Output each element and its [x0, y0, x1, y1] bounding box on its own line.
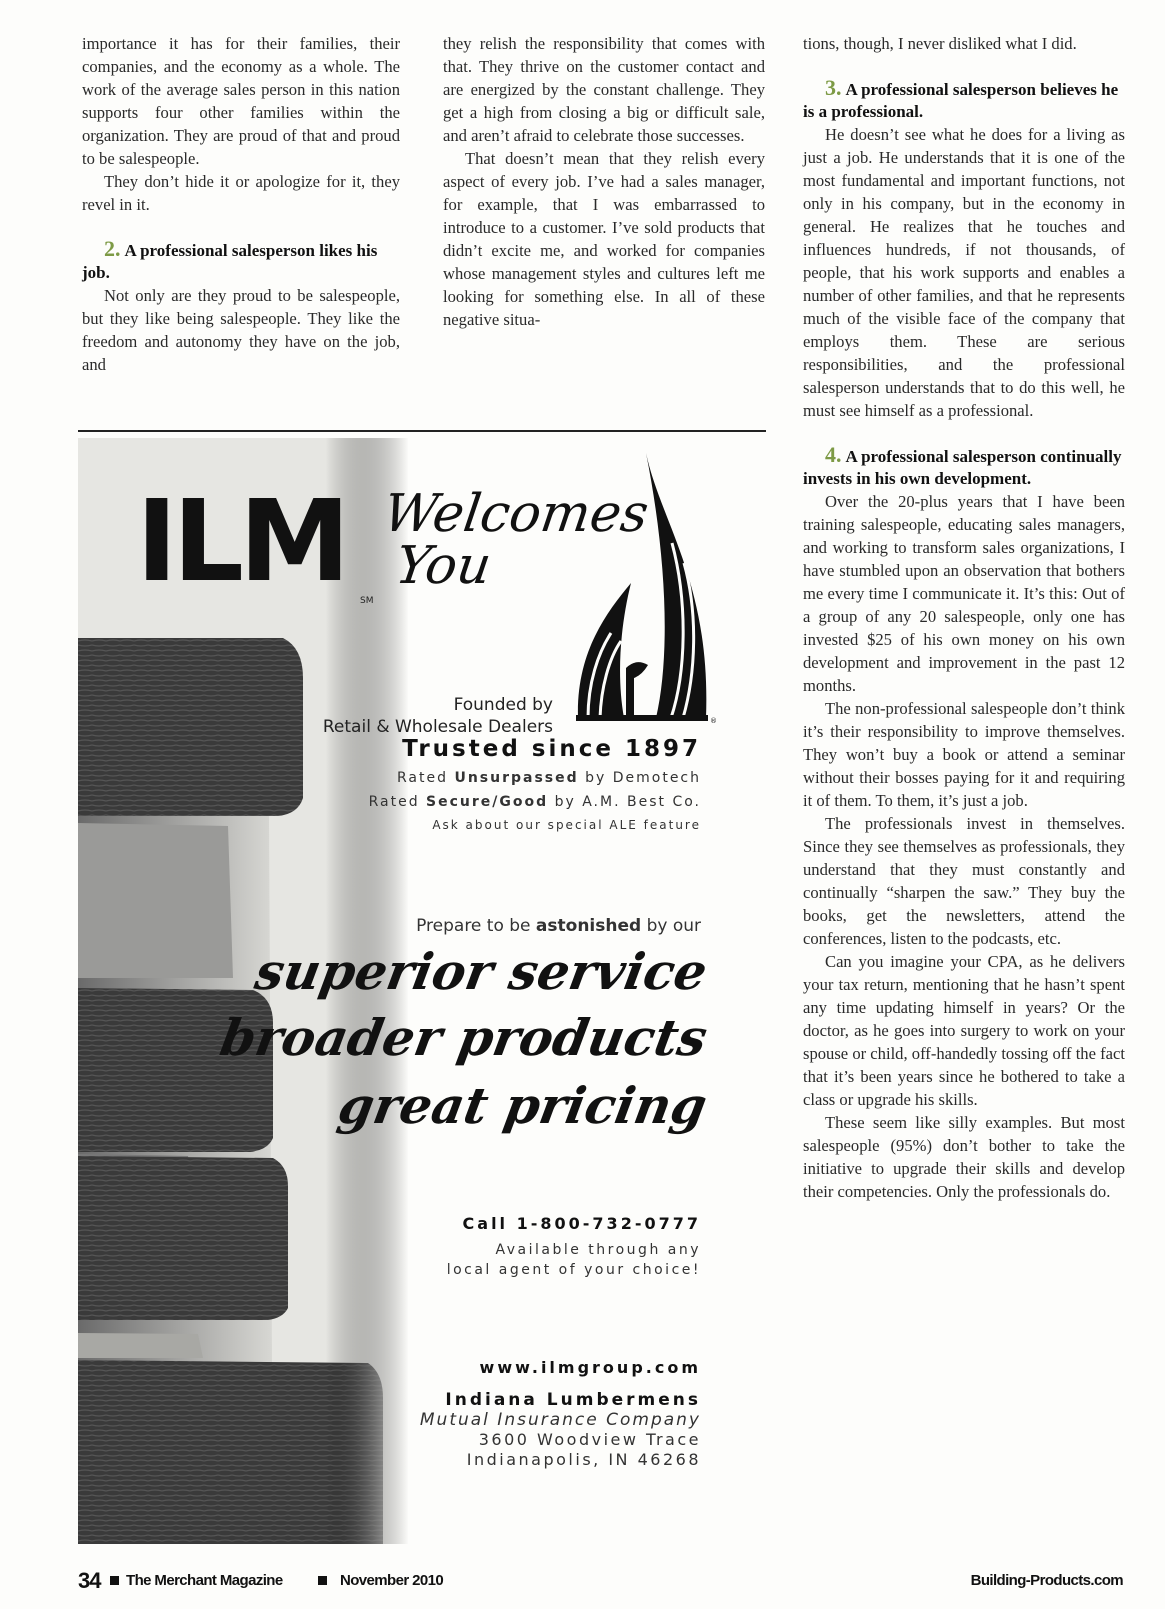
- paragraph: Over the 20-plus years that I have been training salespeople, educating sales managers, and working to transform sales organizations, I have stumbled upon an observation that bothers me every time I communicate it. It’s this: Out of a group of any 20 salespeople, only one has invested $25 of his own money on his own development and improvement in the past 12 months.: [803, 492, 1125, 695]
- section-heading-text: A professional salesperson continually invests in his own development.: [803, 447, 1122, 488]
- rating-value: Unsurpassed: [454, 770, 579, 786]
- rating-demotech: [397, 770, 701, 786]
- script-broader-products: broader products: [215, 1008, 712, 1067]
- issue-date: November 2010: [340, 1572, 444, 1589]
- website-footer: Building-Products.com: [970, 1572, 1123, 1589]
- paragraph: They don’t hide it or apologize for it, they revel in it.: [82, 172, 400, 214]
- bullet-square-icon: [110, 1576, 119, 1585]
- paragraph: The non-professional salespeople don’t think it’s their responsibility to improve themselves. They won’t buy a book or attend a seminar without their bosses paying for it and requiring it of them. To them, it’s just a job.: [803, 699, 1125, 810]
- paragraph: they relish the responsibility that comes with that. They thrive on the customer contact and are energized by the constant challenge. They get a high from closing a big or difficult sale, and aren’t afraid to celebrate those successes.: [443, 34, 765, 145]
- magazine-name: The Merchant Magazine: [126, 1572, 283, 1589]
- page-footer: [78, 1568, 1123, 1598]
- section-number: 4.: [825, 442, 842, 467]
- prepare-text-part: Prepare to be: [416, 916, 536, 936]
- founded-by-dealers-text: Retail & Wholesale Dealers: [322, 717, 553, 737]
- phone-number: Call 1-800-732-0777: [462, 1214, 701, 1233]
- prepare-text: [416, 916, 701, 936]
- paragraph: These seem like silly examples. But most salespeople (95%) don’t bother to take the initiative to upgrade their skills and develop their competencies. Only the professionals do.: [803, 1113, 1125, 1201]
- section-heading-text: A professional salesperson likes his job.: [82, 241, 378, 282]
- paragraph: The professionals invest in themselves. Since they see themselves as professionals, they understand that they must constantly and continually “sharpen the saw.” They buy the books, get the newsletters, attend the conferences, listen to the podcasts, etc.: [803, 814, 1125, 948]
- script-superior-service: superior service: [250, 942, 712, 1001]
- founded-by-text: Founded by: [453, 695, 553, 715]
- rating-value: Secure/Good: [426, 794, 549, 810]
- bullet-square-icon: [318, 1576, 327, 1585]
- divider-rule: [78, 430, 766, 432]
- company-city: Indianapolis, IN 46268: [466, 1450, 701, 1469]
- you-script: You: [391, 536, 495, 596]
- trusted-since-heading: Trusted since 1897: [402, 736, 701, 762]
- article-column-1: [82, 32, 400, 376]
- script-great-pricing: great pricing: [333, 1076, 712, 1135]
- section-heading-4: [803, 444, 1125, 490]
- company-name-line2: Mutual Insurance Company: [419, 1410, 701, 1430]
- section-heading-3: [803, 77, 1125, 123]
- rating-am-best: [369, 794, 701, 810]
- paragraph: That doesn’t mean that they relish every aspect of every job. I’ve had a sales manager, for example, that I was embarrassed to introduce to a customer. I’ve sold products that didn’t excite me, and worked for companies whose management styles and cultures left me looking for something else. In all of these negative situa-: [443, 149, 765, 329]
- article-column-2: [443, 32, 765, 331]
- availability-text: Available through any: [495, 1242, 701, 1258]
- service-mark: SM: [360, 596, 374, 606]
- paragraph: Not only are they proud to be salespeople, but they like being salespeople. They like the freedom and autonomy they have on the job, and: [82, 286, 400, 374]
- company-name: Indiana Lumbermens: [445, 1390, 701, 1410]
- prepare-emphasis: astonished: [535, 916, 642, 936]
- company-address: 3600 Woodview Trace: [478, 1430, 701, 1449]
- rating-text: Rated: [368, 794, 427, 810]
- prepare-text-part: by our: [641, 916, 701, 936]
- paragraph: importance it has for their families, their companies, and the economy as a whole. The work of the average sales person in this nation supports four other families within the organization. They are proud of that and proud to be salespeople.: [82, 34, 400, 168]
- paragraph: Can you imagine your CPA, as he delivers your tax return, mentioning that he hasn’t spent any time updating himself in years? Or the doctor, as he goes into surgery to work on your spouse or child, off-handedly tossing off the fact that it’s been years since he bothered to take a class or upgrade his skills.: [803, 952, 1125, 1109]
- website-url: www.ilmgroup.com: [479, 1358, 701, 1377]
- paragraph: He doesn’t see what he does for a living as just a job. He understands that it is one of the most fundamental and important functions, not only in his company, but in the economy in general. He realizes that he touches and influences hundreds, if not thousands, of people, that his work supports and enables a number of other families, and that he represents much of the visible face of the company that employs them. These are serious responsibilities, and the professional salesperson understands that to do this well, he must see himself as a professional.: [803, 125, 1125, 420]
- rating-text: by Demotech: [578, 770, 701, 786]
- section-heading-text: A professional salesperson believes he is a professional.: [803, 80, 1119, 121]
- rating-text: by A.M. Best Co.: [548, 794, 701, 810]
- ilm-logo: ILM: [136, 477, 346, 607]
- paragraph: tions, though, I never disliked what I did.: [803, 34, 1077, 53]
- ale-feature-text: Ask about our special ALE feature: [432, 818, 701, 832]
- availability-text: local agent of your choice!: [446, 1262, 701, 1278]
- page-number: 34: [78, 1568, 101, 1593]
- rating-text: Rated: [397, 770, 455, 786]
- section-heading-2: [82, 238, 400, 284]
- welcomes-script: Welcomes: [379, 484, 653, 544]
- ilm-advertisement: [78, 438, 768, 1544]
- eagle-flame-emblem-icon: [576, 453, 716, 723]
- section-number: 3.: [825, 75, 842, 100]
- article-column-3: [803, 32, 1125, 1203]
- svg-text:®: ®: [710, 717, 717, 725]
- section-number: 2.: [104, 236, 121, 261]
